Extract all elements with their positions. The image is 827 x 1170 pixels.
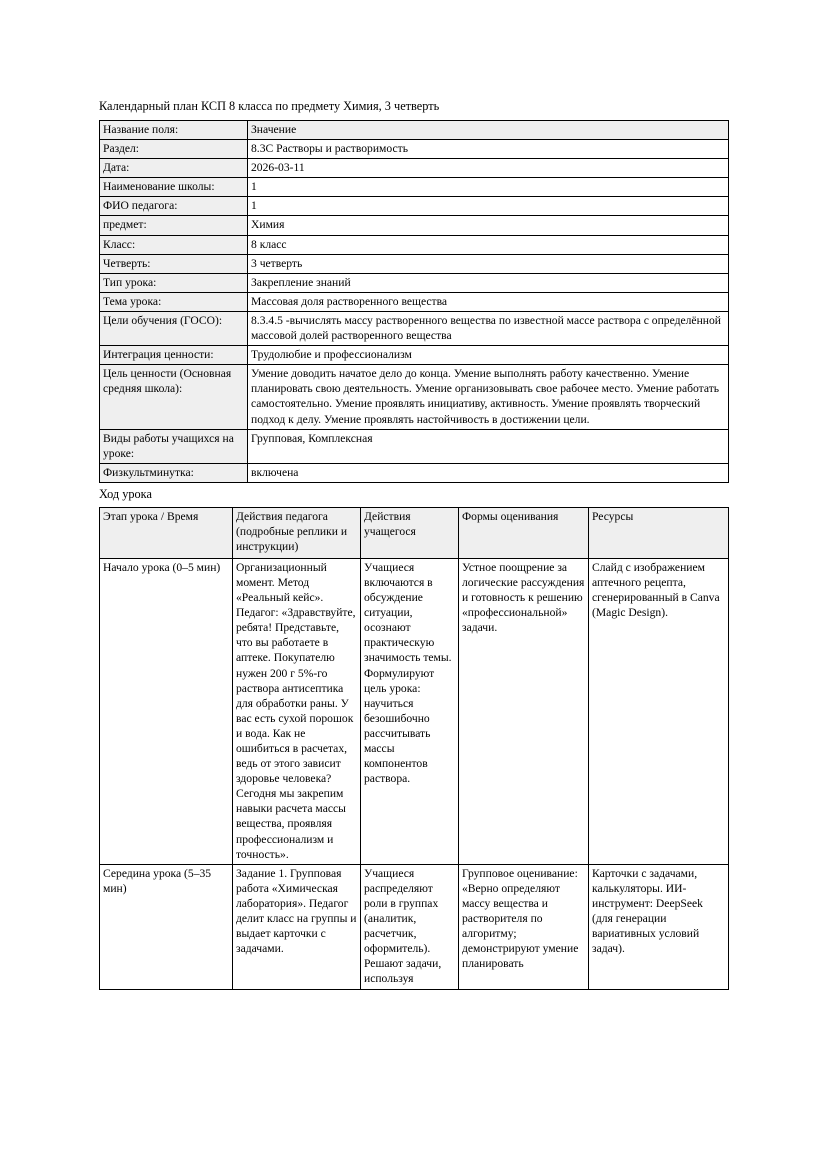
section-label-lesson-flow: Ход урока	[99, 486, 152, 501]
row-label: Раздел:	[100, 140, 248, 159]
cell-resources: Карточки с задачами, калькуляторы. ИИ-инструмент: DeepSeek (для генерации вариативных условий задач).	[589, 864, 729, 989]
table-header-row	[100, 507, 729, 558]
row-value: 2026-03-11	[248, 159, 729, 178]
cell-stage: Начало урока (0–5 мин)	[100, 558, 233, 864]
row-value: Химия	[248, 216, 729, 235]
document-content	[99, 99, 728, 990]
table-row	[100, 254, 729, 273]
row-value: Массовая доля растворенного вещества	[248, 292, 729, 311]
table-row	[100, 216, 729, 235]
table-row	[100, 864, 729, 989]
row-value: Трудолюбие и профессионализм	[248, 346, 729, 365]
table-row	[100, 140, 729, 159]
row-value: 8 класс	[248, 235, 729, 254]
row-value: 3 четверть	[248, 254, 729, 273]
row-label: Тип урока:	[100, 273, 248, 292]
table-row	[100, 463, 729, 482]
row-value: 1	[248, 197, 729, 216]
table-row	[100, 365, 729, 429]
row-value: 8.3C Растворы и растворимость	[248, 140, 729, 159]
row-value: Умение доводить начатое дело до конца. Умение выполнять работу качественно. Умение планировать свою деятельность. Умение организовывать свое рабочее место. Умение работать самостоятельно. Умение проявлять инициативу, активность. Умение проявлять творческий подход к делу. Умение проявлять настойчивость в достижении цели.	[248, 365, 729, 429]
column-header-student-actions: Действия учащегося	[361, 507, 459, 558]
row-value: Закрепление знаний	[248, 273, 729, 292]
row-value: 1	[248, 178, 729, 197]
row-label: предмет:	[100, 216, 248, 235]
row-value: включена	[248, 463, 729, 482]
row-value: Групповая, Комплексная	[248, 429, 729, 463]
table-row	[100, 273, 729, 292]
row-label: Дата:	[100, 159, 248, 178]
table-row	[100, 311, 729, 345]
table-row	[100, 292, 729, 311]
cell-student-actions: Учащиеся включаются в обсуждение ситуации, осознают практическую значимость темы. Формулируют цель урока: научиться безошибочно рассчитывать массы компонентов раствора.	[361, 558, 459, 864]
cell-assessment: Устное поощрение за логические рассуждения и готовность к решению «профессиональной» задачи.	[459, 558, 589, 864]
column-header-resources: Ресурсы	[589, 507, 729, 558]
cell-student-actions: Учащиеся распределяют роли в группах (аналитик, расчетчик, оформитель). Решают задачи, используя	[361, 864, 459, 989]
page-bottom-margin	[0, 1066, 827, 1170]
column-header-assessment: Формы оценивания	[459, 507, 589, 558]
column-header-teacher-actions: Действия педагога (подробные реплики и инструкции)	[233, 507, 361, 558]
table-row	[100, 159, 729, 178]
lesson-flow-table	[99, 507, 729, 990]
cell-resources: Слайд с изображением аптечного рецепта, сгенерированный в Canva (Magic Design).	[589, 558, 729, 864]
table-row	[100, 558, 729, 864]
page-title: Календарный план КСП 8 класса по предмету Химия, 3 четверть	[99, 99, 440, 113]
row-label: ФИО педагога:	[100, 197, 248, 216]
row-label: Физкультминутка:	[100, 463, 248, 482]
cell-teacher-actions: Задание 1. Групповая работа «Химическая лаборатория». Педагог делит класс на группы и выдает карточки с задачами.	[233, 864, 361, 989]
column-header-value: Значение	[248, 121, 729, 140]
table-row	[100, 429, 729, 463]
lesson-info-table	[99, 120, 729, 483]
column-header-field: Название поля:	[100, 121, 248, 140]
cell-stage: Середина урока (5–35 мин)	[100, 864, 233, 989]
table-row	[100, 235, 729, 254]
row-label: Интеграция ценности:	[100, 346, 248, 365]
table-row	[100, 178, 729, 197]
row-label: Четверть:	[100, 254, 248, 273]
column-header-stage: Этап урока / Время	[100, 507, 233, 558]
table-row	[100, 346, 729, 365]
row-label: Цель ценности (Основная средняя школа):	[100, 365, 248, 429]
row-label: Наименование школы:	[100, 178, 248, 197]
row-label: Цели обучения (ГОСО):	[100, 311, 248, 345]
cell-teacher-actions: Организационный момент. Метод «Реальный кейс». Педагог: «Здравствуйте, ребята! Представьте, что вы работаете в аптеке. Покупателю нужен 200 г 5%-го раствора антисептика для обработки раны. У вас есть сухой порошок и вода. Как не ошибиться в расчетах, ведь от этого зависит здоровье человека? Сегодня мы закрепим навыки расчета массы вещества, проявляя профессионализм и точность».	[233, 558, 361, 864]
table-row	[100, 197, 729, 216]
cell-assessment: Групповое оценивание: «Верно определяют массу вещества и растворителя по алгоритму; демонстрируют умение планировать	[459, 864, 589, 989]
row-value: 8.3.4.5 -вычислять массу растворенного вещества по известной массе раствора с определённой массовой долей растворенного вещества	[248, 311, 729, 345]
row-label: Тема урока:	[100, 292, 248, 311]
row-label: Виды работы учащихся на уроке:	[100, 429, 248, 463]
table-header-row	[100, 121, 729, 140]
row-label: Класс:	[100, 235, 248, 254]
